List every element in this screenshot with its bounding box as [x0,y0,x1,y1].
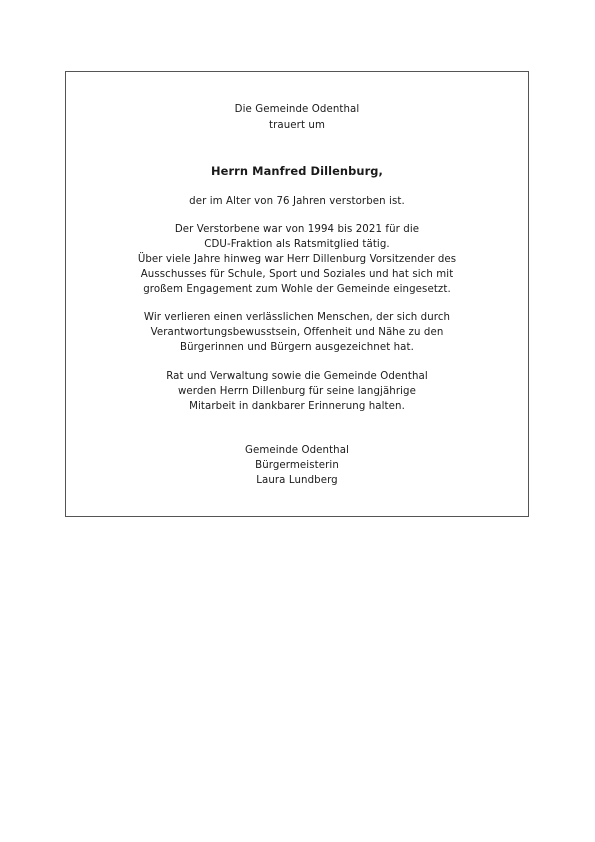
deceased-name: Herrn Manfred Dillenburg, [211,164,383,178]
signature-line-2: Bürgermeisterin [255,460,339,471]
tribute-line-1: Wir verlieren einen verlässlichen Menschen, der sich durch [143,312,451,323]
remembrance-line-2: werden Herrn Dillenburg für seine langjährige [178,386,416,397]
career-line-2: CDU-Fraktion als Ratsmitglied tätig. [204,239,390,250]
intro-line-2: trauert um [269,120,325,131]
obituary-notice [65,71,529,517]
career-line-3: Über viele Jahre hinweg war Herr Dillenburg Vorsitzender des [137,254,457,265]
career-line-4: Ausschusses für Schule, Sport und Soziales und hat sich mit [140,269,454,280]
signature-line-1: Gemeinde Odenthal [244,445,350,456]
tribute-line-3: Bürgerinnen und Bürgern ausgezeichnet hat. [180,342,414,353]
intro-line-1: Die Gemeinde Odenthal [234,104,360,115]
remembrance-line-3: Mitarbeit in dankbarer Erinnerung halten. [189,401,405,412]
remembrance-line-1: Rat und Verwaltung sowie die Gemeinde Odenthal [166,371,428,382]
tribute-line-2: Verantwortungsbewusstsein, Offenheit und Nähe zu den [150,327,444,338]
age-line: der im Alter von 76 Jahren verstorben ist. [189,196,405,207]
career-line-1: Der Verstorbene war von 1994 bis 2021 für die [174,224,420,235]
signature-line-3: Laura Lundberg [256,475,338,486]
career-line-5: großem Engagement zum Wohle der Gemeinde eingesetzt. [143,284,451,295]
